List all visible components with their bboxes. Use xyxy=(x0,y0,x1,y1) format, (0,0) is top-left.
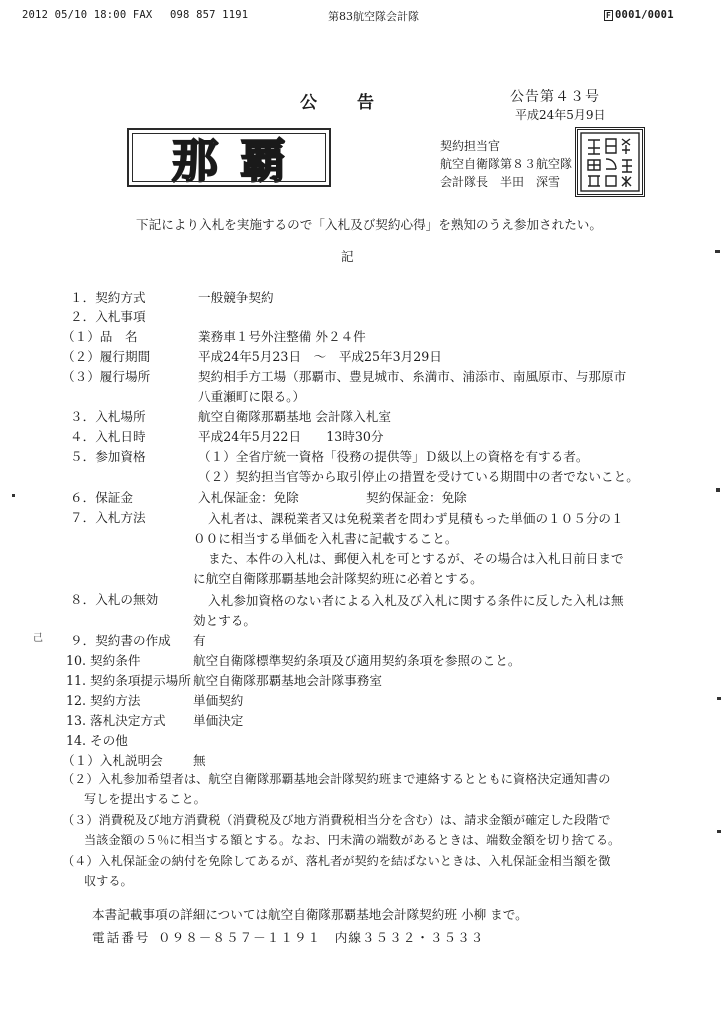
item-label: 13. 落札決定方式 xyxy=(66,713,166,728)
location-stamp xyxy=(127,128,331,187)
scan-speck xyxy=(715,250,720,253)
item-value: 一般競争契約 xyxy=(198,290,274,305)
scan-speck xyxy=(12,494,15,497)
item-label: ８．入札の無効 xyxy=(70,592,159,607)
item-value: 航空自衛隊那覇基地会計隊事務室 xyxy=(193,673,382,688)
item-label: ５．参加資格 xyxy=(70,449,146,464)
issuer-organization: 航空自衛隊第８３航空隊 xyxy=(440,157,573,171)
fax-icon: F xyxy=(606,11,612,20)
item-text: 写しを提出すること。 xyxy=(84,792,206,806)
item-label: （３）履行場所 xyxy=(62,369,151,384)
item-text: 当該金額の５％に相当する額とする。なお、円未満の端数があるときは、端数金額を切り捨てる。 xyxy=(84,833,621,847)
item-label: ２．入札事項 xyxy=(70,309,146,324)
item-label: 11. 契約条項提示場所 xyxy=(66,673,191,688)
item-value: ００に相当する単価を入札書に記載すること。 xyxy=(193,531,458,546)
item-label: （２）履行期間 xyxy=(62,349,151,364)
issuer-name: 会計隊長 半田 深雪 xyxy=(440,175,561,189)
margin-mark: 己 xyxy=(33,633,43,644)
intro-text: 下記により入札を実施するので「入札及び契約心得」を熟知のうえ参加されたい。 xyxy=(136,217,602,232)
item-label: ７．入札方法 xyxy=(70,510,146,525)
notice-number: 公告第４３号 xyxy=(510,89,600,105)
item-label: （１）入札説明会 xyxy=(62,753,163,768)
item-label: 14. その他 xyxy=(66,733,128,748)
ki-heading: 記 xyxy=(341,249,354,264)
fax-page xyxy=(604,9,674,21)
item-value: 航空自衛隊標準契約条項及び適用契約条項を参照のこと。 xyxy=(193,653,521,668)
item-value: に航空自衛隊那覇基地会計隊契約班に必着とする。 xyxy=(193,571,483,586)
issuer-title: 契約担当官 xyxy=(440,139,501,153)
fax-number: 098 857 1191 xyxy=(170,9,249,21)
item-value: 契約相手方工場（那覇市、豊見城市、糸満市、浦添市、南風原市、与那原市 xyxy=(198,369,627,384)
item-label: （１）品 名 xyxy=(62,329,138,344)
item-value: 有 xyxy=(193,633,206,648)
item-value: 単価契約 xyxy=(193,693,244,708)
item-value: 業務車１号外注整備 外２４件 xyxy=(198,329,366,344)
page-title: 公告 xyxy=(300,93,414,113)
notice-date: 平成24年5月9日 xyxy=(515,108,606,122)
scan-speck xyxy=(717,697,721,700)
item-value: 入札参加資格のない者による入札及び入札に関する条件に反した入札は無 xyxy=(208,593,624,608)
item-label: １．契約方式 xyxy=(70,290,146,305)
item-value: 無 xyxy=(193,753,206,768)
item-value: 効とする。 xyxy=(193,613,256,628)
item-value: （２）契約担当官等から取引停止の措置を受けている期間中の者でないこと。 xyxy=(198,469,639,484)
item-value: 航空自衛隊那覇基地 会計隊入札室 xyxy=(198,409,391,424)
item-value: また、本件の入札は、郵便入札を可とするが、その場合は入札日前日まで xyxy=(208,551,624,566)
item-text: 収する。 xyxy=(84,874,133,888)
fax-page-number: 0001/0001 xyxy=(615,9,674,21)
item-value: 単価決定 xyxy=(193,713,244,728)
footer-phone-label: 電話番号 xyxy=(92,930,151,945)
official-seal-graphic xyxy=(578,130,642,194)
item-text: （２）入札参加希望者は、航空自衛隊那覇基地会計隊契約班まで連絡するとともに資格決定通知書の xyxy=(62,772,611,786)
footer-contact: 本書記載事項の詳細については航空自衛隊那覇基地会計隊契約班 小柳 まで。 xyxy=(92,907,528,922)
fax-datetime: 2012 05/10 18:00 FAX xyxy=(22,9,153,21)
scan-speck xyxy=(716,488,720,492)
item-value: 入札者は、課税業者又は免税業者を問わず見積もった単価の１０５分の１ xyxy=(208,511,624,526)
item-value: 平成24年5月23日 ～ 平成25年3月29日 xyxy=(198,349,442,364)
item-value: 平成24年5月22日 13時30分 xyxy=(198,429,384,444)
item-label: ３．入札場所 xyxy=(70,409,146,424)
item-value: 入札保証金：免除 xyxy=(198,490,299,505)
item-label: 10. 契約条件 xyxy=(66,653,141,668)
item-label: ６．保証金 xyxy=(70,490,133,505)
official-seal xyxy=(575,127,645,197)
item-label: ９．契約書の作成 xyxy=(70,633,171,648)
fax-sender: 第83航空隊会計隊 xyxy=(328,10,419,23)
location-stamp-text: 那覇 xyxy=(172,133,308,188)
item-value: 八重瀬町に限る。） xyxy=(198,389,306,404)
footer-phone: ０９８－８５７－１１９１ 内線３５３２・３５３３ xyxy=(158,930,485,945)
item-value: 契約保証金：免除 xyxy=(366,490,467,505)
item-text: （３）消費税及び地方消費税（消費税及び地方消費税相当分を含む）は、請求金額が確定した段階で xyxy=(62,813,611,827)
item-text: （４）入札保証金の納付を免除してあるが、落札者が契約を結ばないときは、入札保証金相当額を徴 xyxy=(62,854,611,868)
item-value: （１）全省庁統一資格「役務の提供等」Ｄ級以上の資格を有する者。 xyxy=(198,449,589,464)
item-label: 12. 契約方法 xyxy=(66,693,141,708)
scan-speck xyxy=(717,830,721,833)
item-label: ４．入札日時 xyxy=(70,429,146,444)
